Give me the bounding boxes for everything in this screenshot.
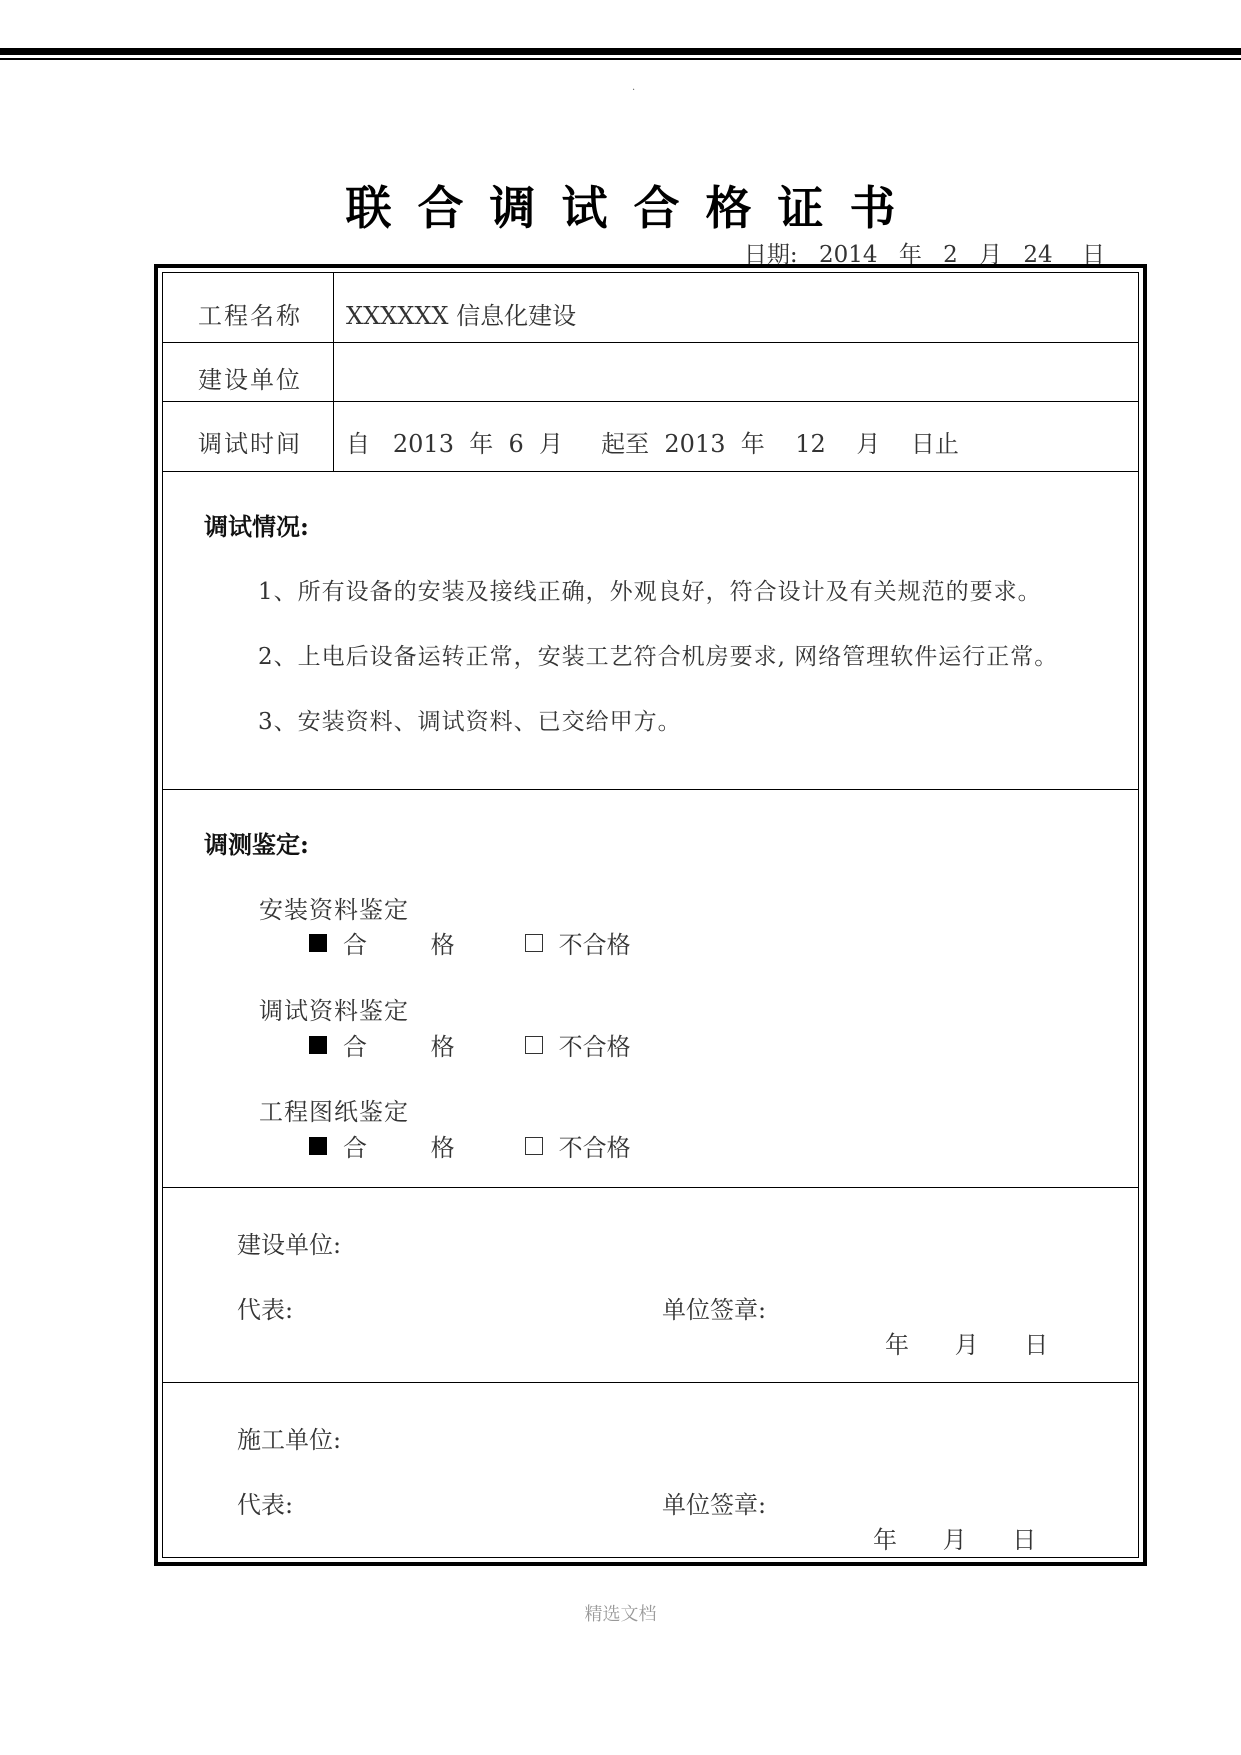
footer-watermark: 精选文档 <box>584 1604 657 1625</box>
header-rule-thick <box>0 48 1241 55</box>
row-divider <box>162 342 1139 343</box>
status-item: 2、上电后设备运转正常，安装工艺符合机房要求, 网络管理软件运行正常。 <box>258 644 1059 670</box>
owner-rep-label: 代表: <box>237 1296 294 1324</box>
debug-status-title: 调试情况: <box>204 512 309 541</box>
row-divider <box>162 471 1139 472</box>
owner-unit-sign-label: 建设单位: <box>237 1231 342 1259</box>
header-dot: . <box>632 82 636 93</box>
appraisal-result-row <box>309 925 631 960</box>
section-divider <box>162 1382 1139 1383</box>
pass-label: 合 格 <box>343 1134 483 1162</box>
date-day: 24 <box>1023 242 1053 268</box>
owner-sign-date: 年 月 日 <box>885 1331 1049 1359</box>
column-divider <box>333 272 334 471</box>
status-item: 3、安装资料、调试资料、已交给甲方。 <box>258 709 682 735</box>
fail-checkbox-unchecked[interactable] <box>525 934 543 952</box>
debug-period-label: 调试时间 <box>198 430 302 458</box>
date-month: 2 <box>943 242 958 268</box>
pass-checkbox-checked[interactable] <box>309 1036 327 1054</box>
fail-checkbox-unchecked[interactable] <box>525 1036 543 1054</box>
date-year-unit: 年 <box>898 242 922 268</box>
date-label: 日期: <box>743 242 798 268</box>
pass-label: 合 格 <box>343 1033 483 1061</box>
appraisal-result-row <box>309 1027 631 1062</box>
contractor-unit-sign-label: 施工单位: <box>237 1426 342 1454</box>
section-divider <box>162 1187 1139 1188</box>
fail-label: 不合格 <box>558 931 631 959</box>
pass-checkbox-checked[interactable] <box>309 934 327 952</box>
contractor-rep-label: 代表: <box>237 1491 294 1519</box>
date-month-unit: 月 <box>979 242 1003 268</box>
status-item: 1、所有设备的安装及接线正确，外观良好，符合设计及有关规范的要求。 <box>258 579 1042 605</box>
owner-seal-label: 单位签章: <box>662 1296 767 1324</box>
fail-label: 不合格 <box>558 1134 631 1162</box>
project-name-label: 工程名称 <box>198 302 302 330</box>
appraisal-group-name: 调试资料鉴定 <box>259 997 409 1025</box>
row-divider <box>162 401 1139 402</box>
debug-period-value: 自 2013 年 6 月 起至 2013 年 12 月 日止 <box>346 430 959 458</box>
owner-unit-label: 建设单位 <box>198 366 302 394</box>
date-year: 2014 <box>818 242 878 268</box>
document-title: 联合调试合格证书 <box>345 181 922 235</box>
appraisal-group-name: 工程图纸鉴定 <box>259 1098 409 1126</box>
contractor-sign-date: 年 月 日 <box>873 1526 1037 1554</box>
header-rule-thin <box>0 58 1241 60</box>
appraisal-group-name: 安装资料鉴定 <box>259 896 409 924</box>
appraisal-result-row <box>309 1128 631 1163</box>
pass-label: 合 格 <box>343 931 483 959</box>
appraisal-title: 调测鉴定: <box>204 830 309 859</box>
project-name-value: XXXXXX 信息化建设 <box>346 302 577 330</box>
date-day-unit: 日 <box>1082 242 1105 268</box>
section-divider <box>162 789 1139 790</box>
fail-label: 不合格 <box>558 1033 631 1061</box>
pass-checkbox-checked[interactable] <box>309 1137 327 1155</box>
contractor-seal-label: 单位签章: <box>662 1491 767 1519</box>
fail-checkbox-unchecked[interactable] <box>525 1137 543 1155</box>
